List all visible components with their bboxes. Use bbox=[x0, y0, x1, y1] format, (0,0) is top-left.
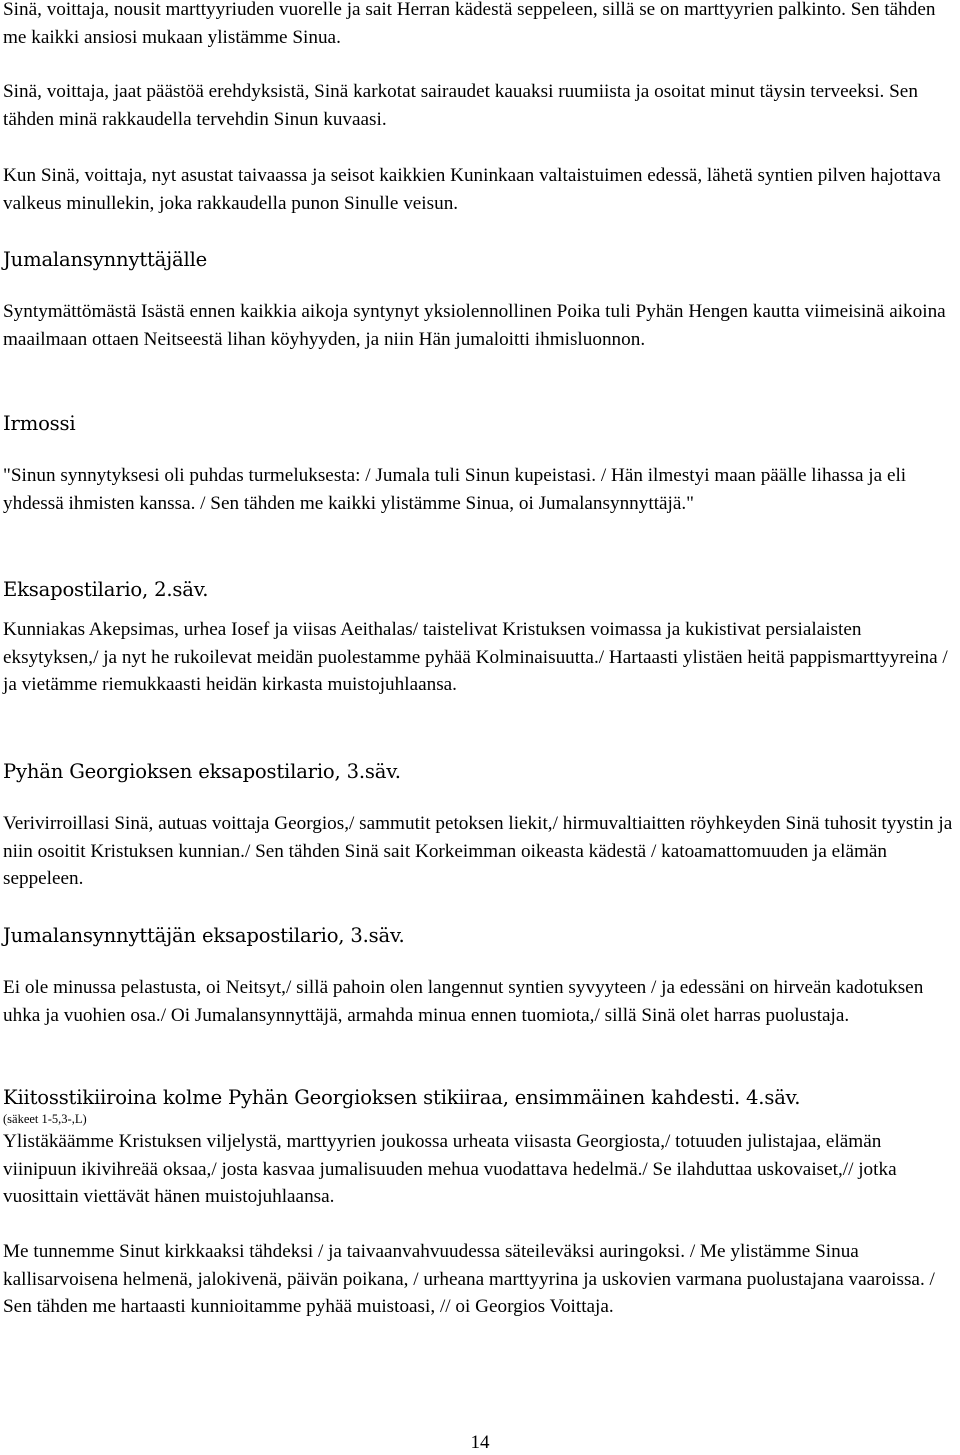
georgios-eksapostilario-paragraph: Verivirroillasi Sinä, autuas voittaja Georgios,/ sammutit petoksen liekit,/ hirmuvaltiaitten röyhkeyden Sinä tuhosit tyystin ja niin osoitit Kristuksen kunnian./ Sen tähden Sinä sait Korkeimman oikeasta kädestä / katoamattomuuden ja elämän seppeleen. bbox=[3, 813, 953, 890]
eksapostilario-paragraph: Kunniakas Akepsimas, urhea Iosef ja viisas Aeithalas/ taistelivat Kristuksen voimassa ja kukistivat persialaisten eksytyksen,/ ja nyt he rukoilevat meidän puolestamme pyhää Kolminaisuutta./ Hartaasti ylistäen heitä pappismarttyyreina / ja vietämme riemukkaasti heidän kirkasta muistojuhlaansa. bbox=[3, 619, 948, 696]
heading-irmossi: Irmossi bbox=[3, 412, 76, 435]
heading-eksapostilario: Eksapostilario, 2.säv. bbox=[3, 578, 209, 601]
theotokion-paragraph: Syntymättömästä Isästä ennen kaikkia aikoja syntynyt yksiolennollinen Poika tuli Pyhän Hengen kautta viimeisinä aikoina maailmaan ottaen Neitseestä lihan köyhyyden, ja niin Hän jumaloitti ihmisluonnon. bbox=[3, 301, 946, 350]
stichera-paragraph-2: Sinä, voittaja, jaat päästöä erehdyksistä, Sinä karkotat sairaudet kauaksi ruumiista ja osoitat minut täysin terveeksi. Sen tähden minä rakkaudella tervehdin Sinun kuvaasi. bbox=[3, 81, 918, 130]
stichera-georgios-paragraph-1: Ylistäkäämme Kristuksen viljelystä, marttyyrien joukossa urheata viisasta Georgiosta,/ totuuden julistajaa, elämän viinipuun ikivihreää oksaa,/ josta kasvaa jumalisuuden mehua vuodattava hedelmä./ Se ilahduttaa uskovaiset,// jotka vuosittain viettävät hänen muistojuhlaansa. bbox=[3, 1131, 897, 1208]
stichera-paragraph-3: Kun Sinä, voittaja, nyt asustat taivaassa ja seisot kaikkien Kuninkaan valtaistuimen edessä, lähetä syntien pilven hajottava valkeus minullekin, joka rakkaudella punon Sinulle veisun. bbox=[3, 165, 941, 214]
stichera-paragraph-1: Sinä, voittaja, nousit marttyyriuden vuorelle ja sait Herran kädestä seppeleen, sillä se on marttyyrien palkinto. Sen tähden me kaikki ansiosi mukaan ylistämme Sinua. bbox=[3, 0, 936, 48]
verse-note: (säkeet 1-5,3-,L) bbox=[3, 1112, 87, 1126]
heading-theotokos-eksapostilario: Jumalansynnyttäjän eksapostilario, 3.säv. bbox=[3, 924, 405, 947]
theotokos-eksapostilario-paragraph: Ei ole minussa pelastusta, oi Neitsyt,/ sillä pahoin olen langennut syntien syvyyteen / ja edessäni on hirveän kadotuksen uhka ja vuohien osa./ Oi Jumalansynnyttäjä, armahda minua ennen tuomiota,/ sillä Sinä olet harras puolustaja. bbox=[3, 977, 924, 1026]
heading-georgios-eksapostilario: Pyhän Georgioksen eksapostilario, 3.säv. bbox=[3, 760, 401, 783]
irmos-paragraph: "Sinun synnytyksesi oli puhdas turmeluksesta: / Jumala tuli Sinun kupeistasi. / Hän ilmestyi maan päälle lihassa ja eli yhdessä ihmisten kanssa. / Sen tähden me kaikki ylistämme Sinua, oi Jumalansynnyttäjä." bbox=[3, 465, 907, 514]
stichera-georgios-paragraph-2: Me tunnemme Sinut kirkkaaksi tähdeksi / ja taivaanvahvuudessa säteileväksi auringoksi. / Me ylistämme Sinua kallisarvoisena helmenä, jalokivenä, päivän poikana, / urheana marttyyrina ja uskovien varmana puolustajana vaaroissa. / Sen tähden me hartaasti kunnioitamme pyhää muistoasi, // oi Georgios Voittaja. bbox=[3, 1241, 935, 1318]
heading-kiitosstikiirat: Kiitosstikiiroina kolme Pyhän Georgioksen stikiiraa, ensimmäinen kahdesti. 4.säv. bbox=[3, 1086, 801, 1109]
page-number: 14 bbox=[470, 1432, 490, 1453]
heading-jumalansynnyttajalle: Jumalansynnyttäjälle bbox=[3, 248, 208, 271]
